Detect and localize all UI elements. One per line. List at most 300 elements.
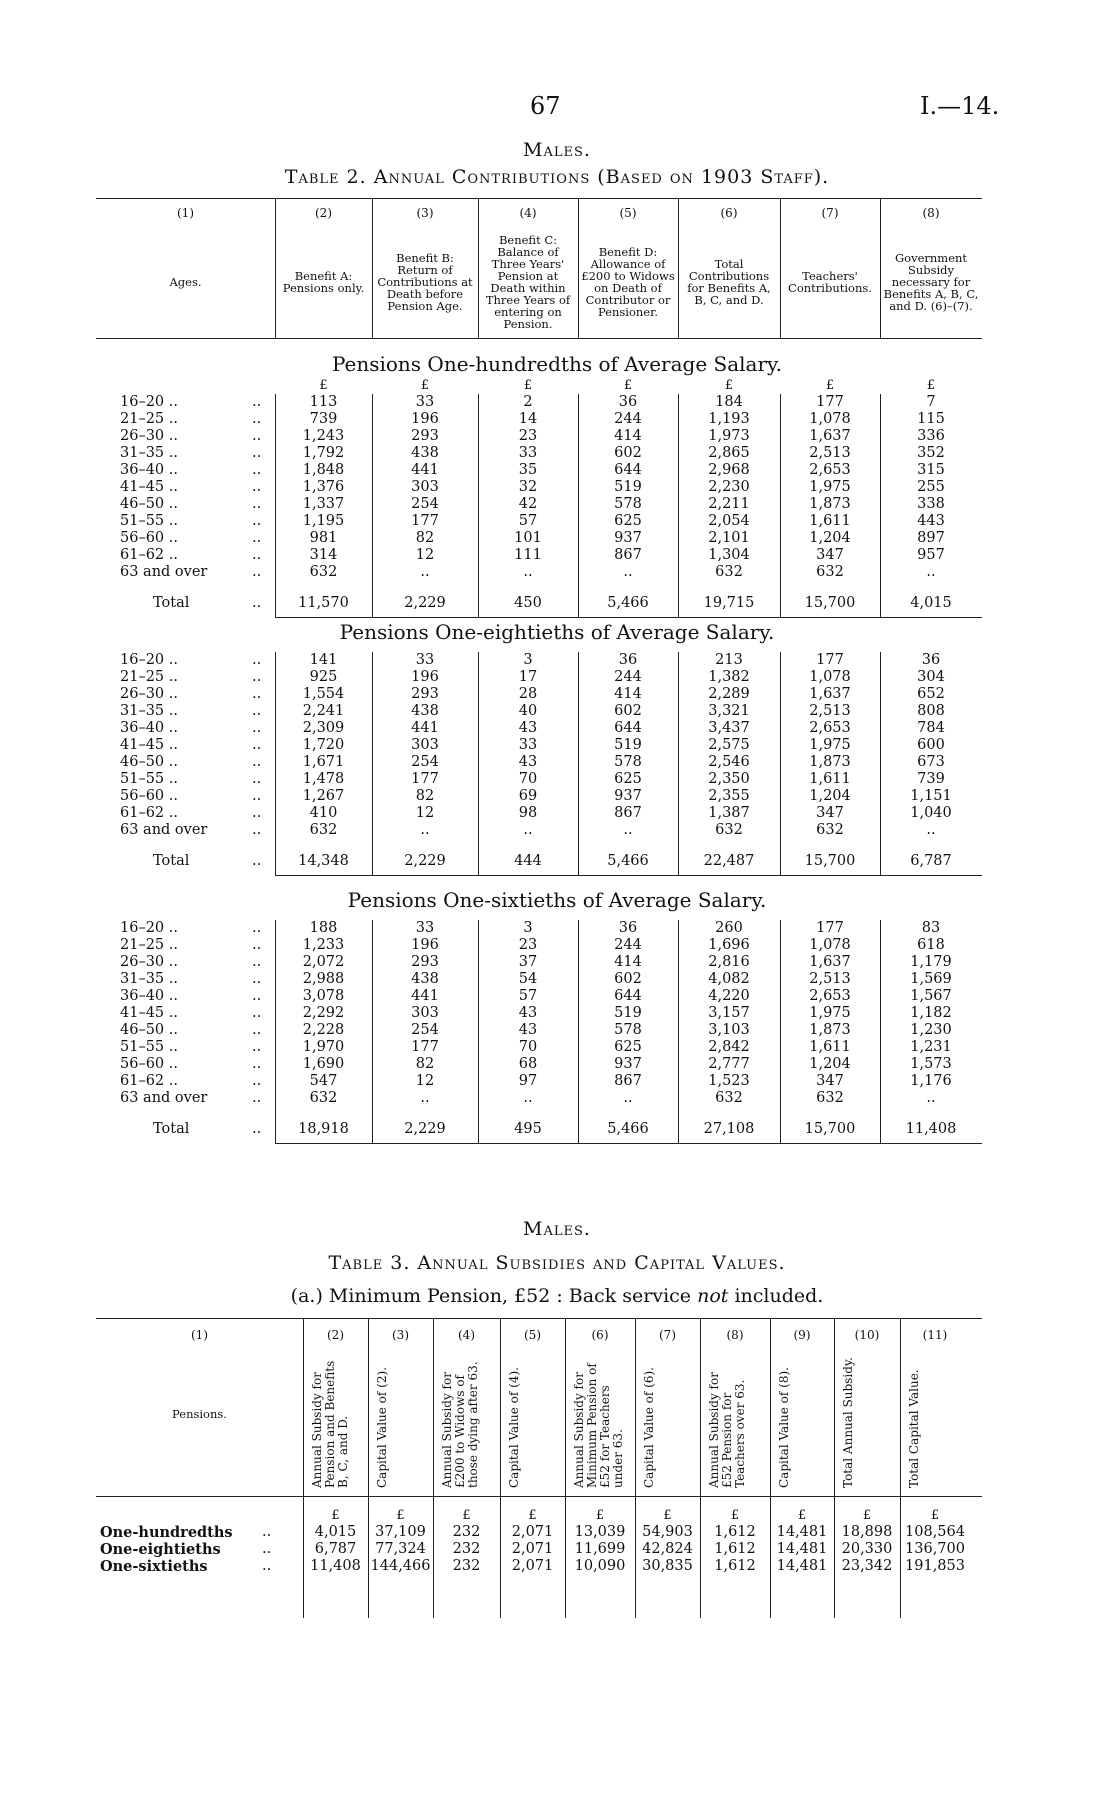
table-cell: .. (420, 822, 430, 838)
leader-dots: .. (252, 988, 262, 1004)
table-row (0, 1005, 1114, 1022)
table-cell: 3,078 (302, 988, 345, 1004)
table-cell: 2,653 (809, 988, 851, 1004)
table-cell: 414 (614, 686, 642, 702)
table-cell: 1,611 (809, 771, 851, 787)
table-cell: .. (523, 822, 533, 838)
leader-dots: .. (252, 788, 262, 804)
age-label: 61–62 .. (120, 547, 178, 563)
table-row (0, 1022, 1114, 1039)
table3-column-number: (3) (392, 1328, 409, 1342)
table-cell: 101 (514, 530, 542, 546)
table-row (0, 754, 1114, 771)
leader-dots: .. (252, 720, 262, 736)
table-cell: 2,054 (708, 513, 750, 529)
table3-column-header: Capital Value of (8). (777, 1367, 791, 1488)
table3-column-number: (7) (659, 1328, 676, 1342)
table2-header-column-rule (880, 198, 881, 338)
table-cell: 632 (816, 822, 844, 838)
table-cell: 2,071 (511, 1524, 554, 1540)
table-cell: 141 (309, 652, 338, 668)
table-cell: 177 (816, 920, 844, 936)
table2-column-header: Ages. (169, 275, 202, 289)
table-cell: 867 (614, 805, 642, 821)
table-cell: 3,437 (708, 720, 750, 736)
table-cell: 2,309 (302, 720, 345, 736)
table-cell: 196 (411, 411, 439, 427)
pound-sign: £ (926, 378, 936, 393)
table2-header-column-rule (780, 198, 781, 338)
table-cell: 644 (614, 988, 642, 1004)
total-cell: 2,229 (404, 595, 446, 611)
table-cell: .. (623, 564, 633, 580)
table-cell: 644 (614, 462, 642, 478)
table-cell: 632 (715, 1090, 743, 1106)
table-cell: 519 (614, 479, 642, 495)
age-label: 41–45 .. (120, 479, 178, 495)
table-cell: 867 (614, 547, 642, 563)
table-cell: 304 (917, 669, 945, 685)
table-cell: 2,546 (708, 754, 750, 770)
total-cell: 5,466 (607, 1121, 649, 1137)
table-cell: 2,241 (302, 703, 345, 719)
table-cell: 867 (614, 1073, 642, 1089)
leader-dots: .. (252, 669, 262, 685)
table-cell: .. (420, 1090, 430, 1106)
table-cell: 32 (518, 479, 538, 495)
leader-dots: .. (252, 1056, 262, 1072)
total-cell: 5,466 (607, 853, 649, 869)
leader-dots: .. (252, 428, 262, 444)
table-cell: 70 (518, 771, 538, 787)
table3-column-number: (10) (854, 1328, 880, 1342)
table-cell: 981 (309, 530, 338, 546)
table-cell: 602 (614, 703, 642, 719)
table-cell: 43 (518, 1022, 538, 1038)
table-cell: 438 (411, 703, 439, 719)
total-cell: 495 (514, 1121, 542, 1137)
total-cell: 22,487 (703, 853, 755, 869)
table-cell: 77,324 (375, 1541, 426, 1557)
age-label: 21–25 .. (120, 669, 178, 685)
table-cell: 69 (518, 788, 538, 804)
pound-sign: £ (462, 1508, 471, 1523)
table-cell: 1,873 (809, 496, 851, 512)
pound-sign: £ (930, 1508, 940, 1523)
table-cell: 98 (518, 805, 538, 821)
table-cell: 625 (614, 771, 642, 787)
table-row (0, 1524, 1114, 1541)
table3-column-header: Capital Value of (6). (642, 1367, 656, 1488)
leader-dots: .. (252, 1121, 262, 1137)
table-row (0, 496, 1114, 513)
table-cell: 1,151 (910, 788, 952, 804)
table-cell: 37,109 (375, 1524, 426, 1540)
table-cell: 1,567 (910, 988, 952, 1004)
table-cell: 293 (411, 954, 439, 970)
table-cell: 1,612 (714, 1541, 756, 1557)
table-cell: 632 (816, 1090, 844, 1106)
table-cell: 108,564 (905, 1524, 965, 1540)
table-cell: 244 (614, 411, 642, 427)
table-cell: 937 (614, 530, 642, 546)
pound-sign: £ (528, 1508, 537, 1523)
table-cell: 82 (415, 788, 435, 804)
table-cell: 937 (614, 1056, 642, 1072)
table-cell: 925 (309, 669, 338, 685)
table-cell: 1,040 (910, 805, 952, 821)
table-cell: 28 (518, 686, 538, 702)
table3-group-title: Males. (523, 1218, 591, 1240)
table-cell: 2,228 (302, 1022, 345, 1038)
table3-column-number: (6) (591, 1328, 609, 1342)
table-cell: 14,481 (776, 1524, 828, 1540)
total-cell: 18,918 (298, 1121, 349, 1137)
table-cell: 1,873 (809, 754, 851, 770)
table-cell: 652 (917, 686, 945, 702)
table-cell: 184 (715, 394, 743, 410)
table3-header-rule (96, 1496, 982, 1497)
table-cell: 36 (618, 394, 638, 410)
table-cell: 1,078 (809, 411, 851, 427)
table-cell: 12 (415, 547, 435, 563)
table-cell: 632 (715, 822, 743, 838)
age-label: 16–20 .. (120, 652, 178, 668)
pound-sign: £ (523, 378, 533, 393)
age-label: 41–45 .. (120, 737, 178, 753)
age-label: 41–45 .. (120, 1005, 178, 1021)
table-cell: 30,835 (642, 1558, 693, 1574)
table-cell: 1,179 (910, 954, 952, 970)
table3-column-header: Annual Subsidy for £52 Pension for Teachers over 63. (707, 1372, 747, 1488)
table-cell: 315 (917, 462, 945, 478)
table2-header-rule (96, 338, 982, 339)
table-cell: 336 (917, 428, 945, 444)
table-row (0, 822, 1114, 839)
table3-column-number: (5) (524, 1328, 541, 1342)
pound-sign: £ (319, 378, 328, 393)
table-cell: 578 (614, 1022, 642, 1038)
table-cell: 1,848 (302, 462, 345, 478)
total-cell: 2,229 (404, 853, 446, 869)
table-cell: 3 (523, 920, 533, 936)
leader-dots: .. (252, 1005, 262, 1021)
leader-dots: .. (252, 954, 262, 970)
table-cell: 1,696 (708, 937, 750, 953)
table3-column-number: (8) (726, 1328, 744, 1342)
pension-label: One-eightieths (100, 1541, 221, 1558)
table-cell: 2,350 (708, 771, 750, 787)
table-cell: 1,569 (910, 971, 952, 987)
table-cell: 177 (816, 652, 844, 668)
table-cell: 40 (518, 703, 538, 719)
age-label: 26–30 .. (120, 428, 178, 444)
table-cell: 43 (518, 754, 538, 770)
pound-sign: £ (595, 1508, 605, 1523)
pound-sign: £ (724, 378, 734, 393)
table3-column-header: Total Capital Value. (907, 1369, 921, 1488)
pound-sign: £ (862, 1508, 872, 1523)
table-cell: 33 (518, 445, 538, 461)
age-label: 36–40 .. (120, 462, 178, 478)
table-cell: 14,481 (776, 1558, 828, 1574)
table-cell: 23 (518, 428, 538, 444)
table-cell: 2,842 (708, 1039, 750, 1055)
table2-header-column-rule (478, 198, 479, 338)
table-cell: 2,865 (708, 445, 750, 461)
table-cell: 1,337 (302, 496, 345, 512)
leader-dots: .. (252, 479, 262, 495)
table-cell: 414 (614, 954, 642, 970)
table-row (0, 988, 1114, 1005)
pound-sign: £ (420, 378, 430, 393)
leader-dots: .. (252, 920, 262, 936)
table-cell: 1,973 (708, 428, 750, 444)
table-cell: 1,792 (302, 445, 345, 461)
table-cell: .. (523, 564, 533, 580)
total-cell: 450 (514, 595, 542, 611)
table-row (0, 462, 1114, 479)
table2-column-header: Benefit B: Return of Contributions at Death before Pension Age. (377, 251, 473, 313)
table-cell: 1,612 (714, 1524, 756, 1540)
table-cell: .. (926, 564, 936, 580)
table-cell: 347 (816, 1073, 844, 1089)
pension-label: One-sixtieths (100, 1558, 208, 1575)
table-cell: 1,523 (708, 1073, 750, 1089)
table-cell: 2,230 (708, 479, 750, 495)
table-cell: 10,090 (574, 1558, 626, 1574)
table-cell: 1,267 (302, 788, 345, 804)
table2-column-number: (2) (315, 206, 332, 220)
table-cell: 18,898 (841, 1524, 893, 1540)
table2-column-header: Benefit C: Balance of Three Years' Pension at Death within Three Years of entering on Pension. (485, 233, 571, 331)
leader-dots: .. (252, 822, 262, 838)
total-row (0, 853, 1114, 870)
age-label: 36–40 .. (120, 720, 178, 736)
leader-dots: .. (252, 703, 262, 719)
table-cell: 1,975 (809, 737, 851, 753)
total-row (0, 1121, 1114, 1138)
table2-column-number: (3) (416, 206, 434, 220)
age-label: 56–60 .. (120, 530, 178, 546)
table-cell: 1,671 (302, 754, 345, 770)
table-cell: 70 (518, 1039, 538, 1055)
table2-column-header: Government Subsidy necessary for Benefits A, B, C, and D. (6)–(7). (883, 251, 979, 313)
leader-dots: .. (252, 411, 262, 427)
leader-dots: .. (252, 853, 262, 869)
table-cell: .. (926, 1090, 936, 1106)
leader-dots: .. (262, 1558, 272, 1574)
total-cell: 6,787 (910, 853, 952, 869)
table-cell: 255 (917, 479, 945, 495)
table-cell: 2 (523, 394, 533, 410)
table-cell: 602 (614, 971, 642, 987)
table-cell: 4,015 (314, 1524, 357, 1540)
table-cell: 338 (917, 496, 945, 512)
age-label: 61–62 .. (120, 805, 178, 821)
table-cell: .. (623, 1090, 633, 1106)
table-cell: 314 (309, 547, 338, 563)
table-cell: 1,637 (809, 686, 851, 702)
table-cell: 441 (411, 462, 439, 478)
total-cell: 11,408 (905, 1121, 957, 1137)
table-cell: 957 (917, 547, 945, 563)
pound-sign: £ (396, 1508, 405, 1523)
leader-dots: .. (252, 805, 262, 821)
leader-dots: .. (252, 652, 262, 668)
table-cell: 232 (452, 1524, 481, 1540)
table-cell: .. (420, 564, 430, 580)
table2-section-title: Pensions One-sixtieths of Average Salary. (347, 888, 767, 912)
pound-sign: £ (623, 378, 633, 393)
table-cell: 191,853 (905, 1558, 965, 1574)
total-cell: 444 (514, 853, 542, 869)
table-cell: 254 (411, 754, 439, 770)
table-cell: 1,478 (302, 771, 345, 787)
table-row (0, 411, 1114, 428)
table-cell: 11,699 (574, 1541, 626, 1557)
table-cell: 443 (917, 513, 945, 529)
table-cell: 13,039 (574, 1524, 626, 1540)
table-cell: 2,292 (302, 1005, 345, 1021)
table-cell: 2,777 (708, 1056, 750, 1072)
table-row (0, 445, 1114, 462)
table-cell: 1,637 (809, 428, 851, 444)
pound-sign: £ (663, 1508, 672, 1523)
table-cell: 2,513 (809, 445, 851, 461)
table-cell: 1,193 (708, 411, 750, 427)
leader-dots: .. (252, 530, 262, 546)
table-cell: 414 (614, 428, 642, 444)
table-cell: 600 (917, 737, 945, 753)
table-row (0, 954, 1114, 971)
table-cell: 1,387 (708, 805, 750, 821)
leader-dots: .. (252, 1073, 262, 1089)
table-cell: 232 (452, 1541, 481, 1557)
table3-column-number: (11) (922, 1328, 948, 1342)
table-cell: 1,231 (910, 1039, 952, 1055)
age-label: 36–40 .. (120, 988, 178, 1004)
table-cell: 1,637 (809, 954, 851, 970)
total-cell: 5,466 (607, 595, 649, 611)
table-cell: 1,182 (910, 1005, 952, 1021)
table-row (0, 920, 1114, 937)
leader-dots: .. (252, 595, 262, 611)
table-cell: 1,554 (302, 686, 345, 702)
table3-subtitle: (a.) Minimum Pension, £52 : Back service not included. (290, 1285, 824, 1307)
table-row (0, 530, 1114, 547)
table-cell: 1,078 (809, 937, 851, 953)
table-cell: 1,233 (302, 937, 345, 953)
table-cell: 83 (921, 920, 941, 936)
table-cell: 244 (614, 937, 642, 953)
table-cell: 2,816 (708, 954, 750, 970)
table-cell: 519 (614, 737, 642, 753)
table-cell: 632 (309, 1090, 338, 1106)
table-cell: 144,466 (370, 1558, 431, 1574)
table2-section-title: Pensions One-eightieths of Average Salary. (339, 620, 775, 644)
table-cell: 937 (614, 788, 642, 804)
table-cell: 82 (415, 1056, 435, 1072)
age-label: 31–35 .. (120, 445, 178, 461)
table-cell: 2,355 (708, 788, 750, 804)
total-cell: 15,700 (804, 853, 856, 869)
table-cell: 739 (917, 771, 945, 787)
table-row (0, 428, 1114, 445)
table-cell: 1,230 (910, 1022, 952, 1038)
table-row (0, 771, 1114, 788)
leader-dots: .. (252, 462, 262, 478)
age-label: 21–25 .. (120, 411, 178, 427)
table3-column-header: Capital Value of (4). (507, 1367, 521, 1488)
table-cell: 3 (523, 652, 533, 668)
table-cell: 2,653 (809, 462, 851, 478)
table-cell: 36 (921, 652, 941, 668)
table-cell: 293 (411, 428, 439, 444)
age-label: 63 and over (120, 564, 208, 580)
table-row (0, 1558, 1114, 1575)
table-cell: 42 (518, 496, 538, 512)
age-label: 61–62 .. (120, 1073, 178, 1089)
table-cell: 111 (514, 547, 542, 563)
table2-column-header: Benefit A: Pensions only. (282, 269, 365, 295)
table-cell: 3,103 (708, 1022, 750, 1038)
table2-column-number: (8) (922, 206, 940, 220)
total-row (0, 595, 1114, 612)
table-cell: 20,330 (841, 1541, 893, 1557)
table-cell: 2,513 (809, 971, 851, 987)
table-cell: 644 (614, 720, 642, 736)
table-cell: 36 (618, 652, 638, 668)
table-cell: 1,573 (910, 1056, 952, 1072)
table-cell: 33 (518, 737, 538, 753)
table-cell: 1,304 (708, 547, 750, 563)
table-cell: 82 (415, 530, 435, 546)
table-cell: 1,204 (809, 788, 851, 804)
table-cell: 1,195 (302, 513, 345, 529)
table-cell: 6,787 (314, 1541, 357, 1557)
table-cell: 2,968 (708, 462, 750, 478)
table-cell: 2,072 (302, 954, 345, 970)
age-label: 46–50 .. (120, 1022, 178, 1038)
total-cell: 2,229 (404, 1121, 446, 1137)
leader-dots: .. (252, 1022, 262, 1038)
table-cell: 2,653 (809, 720, 851, 736)
section-bottom-rule (275, 1143, 982, 1144)
table2-column-number: (4) (519, 206, 537, 220)
table-cell: 578 (614, 496, 642, 512)
table-cell: 410 (309, 805, 338, 821)
table-cell: 3,321 (708, 703, 750, 719)
table-cell: .. (926, 822, 936, 838)
table2-column-header: Benefit D: Allowance of £200 to Widows on Death of Contributor or Pensioner. (581, 245, 675, 319)
table-cell: 1,975 (809, 1005, 851, 1021)
table-row (0, 1090, 1114, 1107)
table-cell: 177 (411, 1039, 439, 1055)
table-row (0, 1056, 1114, 1073)
table-cell: 519 (614, 1005, 642, 1021)
document-reference: I.—14. (920, 92, 1000, 120)
table-cell: 1,078 (809, 669, 851, 685)
leader-dots: .. (252, 686, 262, 702)
table-cell: 2,101 (708, 530, 750, 546)
table3-column-header: Total Annual Subsidy. (841, 1357, 855, 1488)
leader-dots: .. (252, 1039, 262, 1055)
table-cell: 254 (411, 1022, 439, 1038)
table-cell: 177 (411, 513, 439, 529)
age-label: 31–35 .. (120, 703, 178, 719)
table2-header-column-rule (372, 198, 373, 338)
